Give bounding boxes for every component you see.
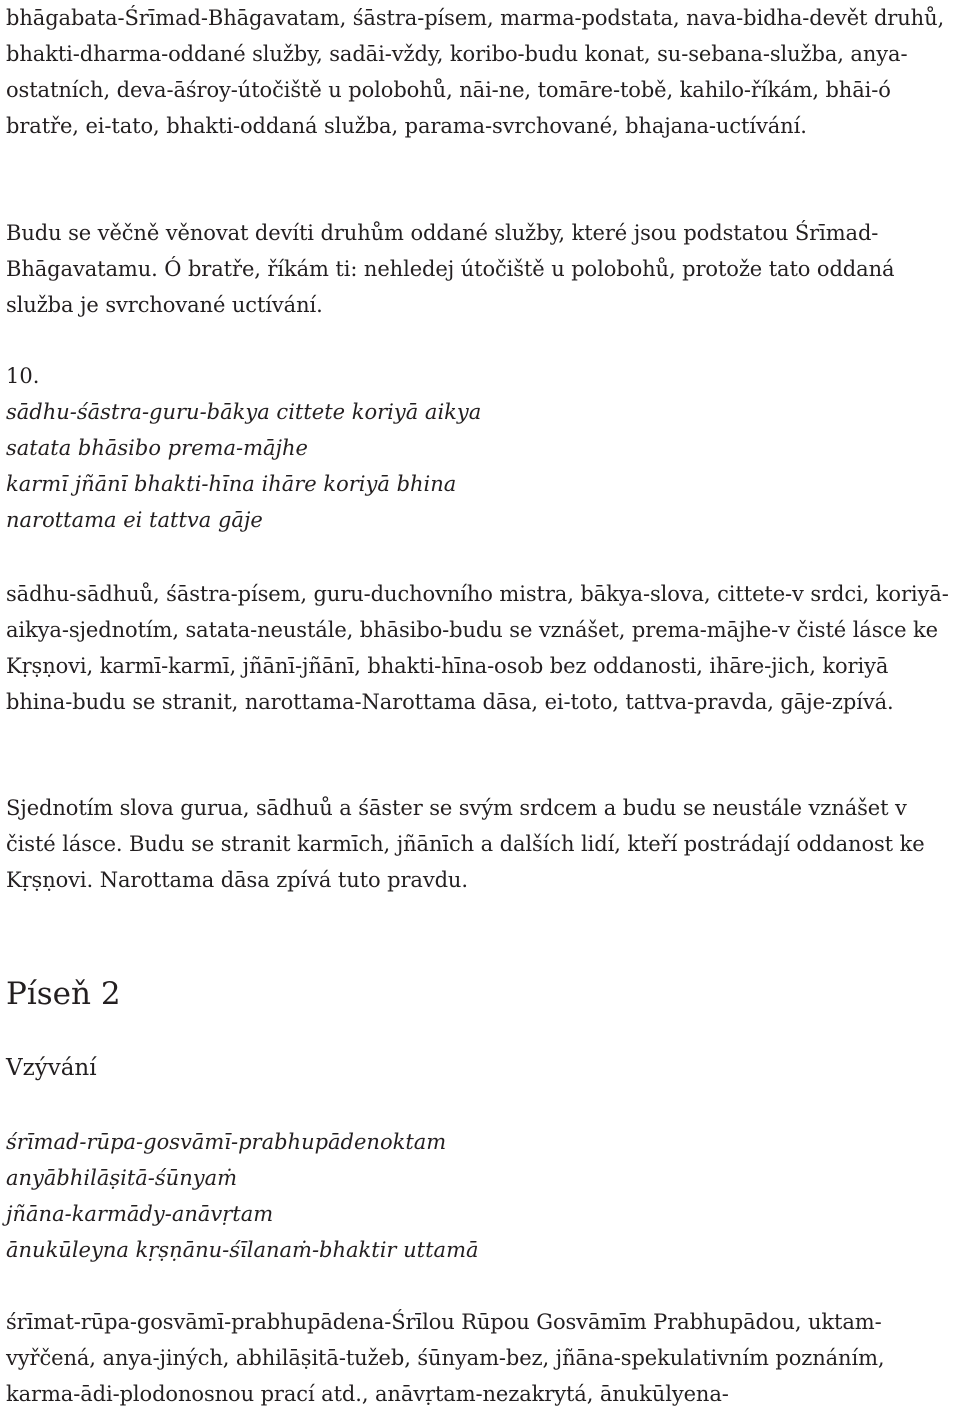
synonyms-paragraph-verse-9: bhāgabata-Śrīmad-Bhāgavatam, śāstra-písem, marma-podstata, nava-bidha-devět druhů, bhakti-dharma-oddané služby, sadāi-vždy, koribo-budu konat, su-sebana-služba, anya-ostatních, deva-āśroy-útočiště u polobohů, nāi-ne, tomāre-tobě, kahilo-říkám, bhāi-ó bratře, ei-tato, bhakti-oddaná služba, parama-svrchované, bhajana-uctívání.	[6, 6, 945, 138]
synonyms-paragraph-verse-10: sādhu-sādhuů, śāstra-písem, guru-duchovního mistra, bākya-slova, cittete-v srdci, koriyā-aikya-sjednotím, satata-neustále, bhāsibo-budu se vznášet, prema-mājhe-v čisté lásce ke Kṛṣṇovi, karmī-karmī, jñānī-jñānī, bhakti-hīna-osob bez oddanosti, ihāre-jich, koriyā bhina-budu se stranit, narottama-Narottama dāsa, ei-toto, tattva-pravda, gāje-zpívá.	[6, 582, 949, 714]
verse-line: jñāna-karmādy-anāvṛtam	[6, 1202, 274, 1226]
verse-number: 10.	[6, 364, 40, 388]
verse-10-text	[6, 394, 956, 538]
song-subtitle: Vzývání	[6, 1055, 97, 1081]
verse-line: śrīmad-rūpa-gosvāmī-prabhupādenoktam	[6, 1130, 447, 1154]
verse-line: narottama ei tattva gāje	[6, 508, 263, 532]
verse-line: sādhu-śāstra-guru-bākya cittete koriyā aikya	[6, 400, 482, 424]
song-title: Píseň 2	[6, 976, 121, 1012]
translation-paragraph-verse-10: Sjednotím slova gurua, sādhuů a śāster se svým srdcem a budu se neustále vznášet v čisté lásce. Budu se stranit karmīch, jñānīch a dalších lidí, kteří postrádají oddanost ke Kṛṣṇovi. Narottama dāsa zpívá tuto pravdu.	[6, 796, 925, 892]
verse-line: satata bhāsibo prema-mājhe	[6, 436, 308, 460]
verse-line: ānukūleyna kṛṣṇānu-śīlanaṁ-bhaktir uttamā	[6, 1238, 479, 1262]
verse-line: anyābhilāṣitā-śūnyaṁ	[6, 1166, 238, 1190]
translation-paragraph-verse-9: Budu se věčně věnovat devíti druhům oddané služby, které jsou podstatou Śrīmad-Bhāgavatamu. Ó bratře, říkám ti: nehledej útočiště u polobohů, protože tato oddaná služba je svrchované uctívání.	[6, 221, 895, 317]
synonyms-paragraph-song-2: śrīmat-rūpa-gosvāmī-prabhupādena-Śrīlou Rūpou Gosvāmīm Prabhupādou, uktam-vyřčená, anya-jiných, abhilāṣitā-tužeb, śūnyam-bez, jñāna-spekulativním poznáním, karma-ādi-plodonosnou prací atd., anāvṛtam-nezakrytá, ānukūlyena-	[6, 1310, 885, 1406]
song-2-verse-text	[6, 1124, 956, 1268]
verse-line: karmī jñānī bhakti-hīna ihāre koriyā bhina	[6, 472, 457, 496]
